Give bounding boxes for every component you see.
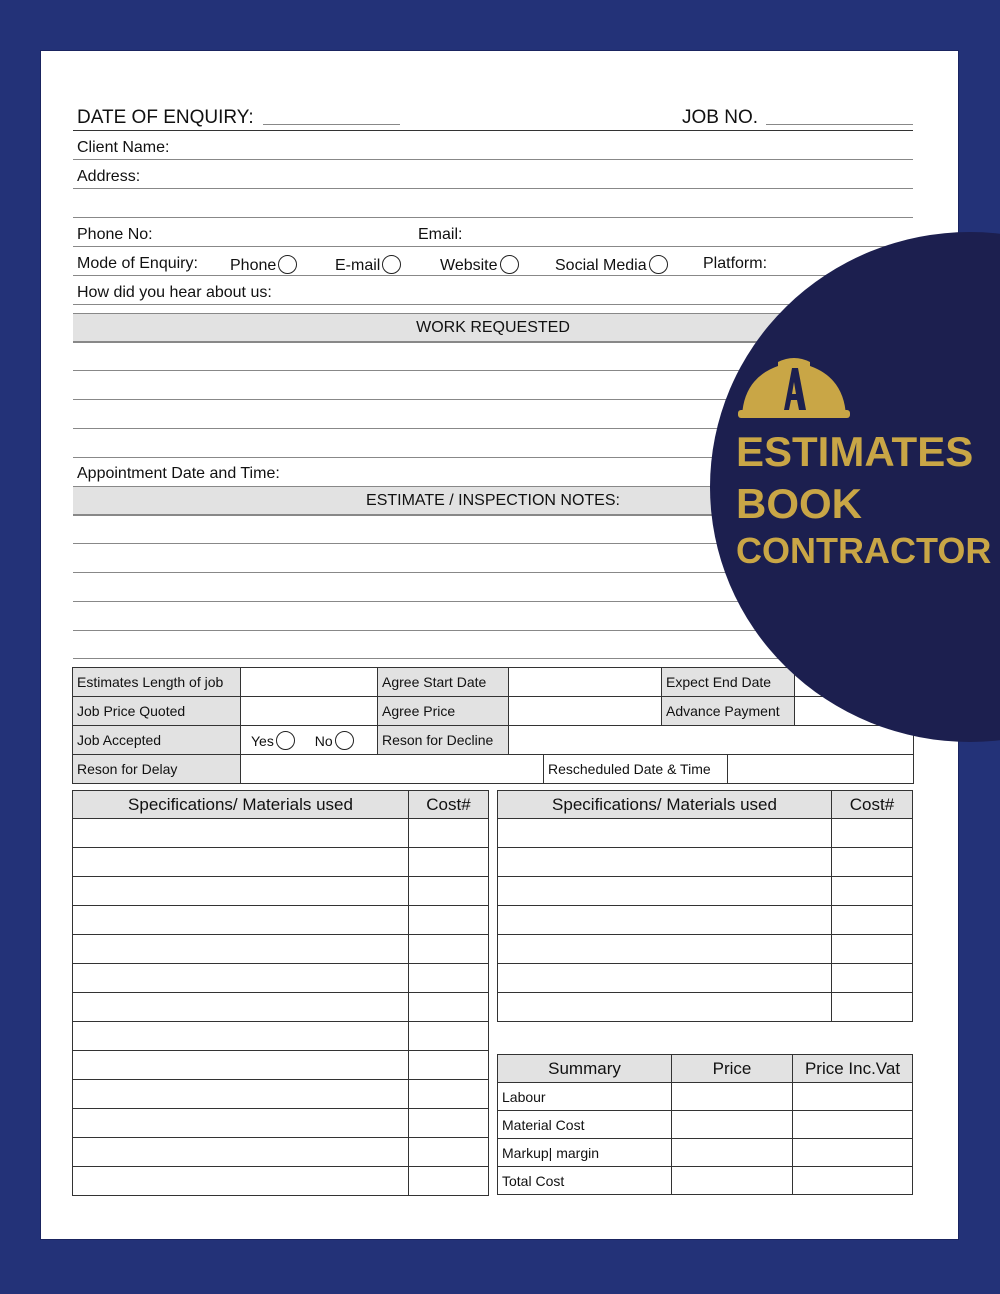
- mode-line: [73, 275, 913, 276]
- mode-social-label: Social Media: [555, 257, 647, 274]
- email-radio[interactable]: [382, 255, 401, 274]
- spec-header: Specifications/ Materials used: [498, 791, 832, 819]
- header-rule: [73, 130, 913, 131]
- yes-radio[interactable]: [276, 731, 295, 750]
- table-row[interactable]: [73, 935, 489, 964]
- how-heard-label: How did you hear about us:: [77, 284, 272, 301]
- badge-title-estimates: ESTIMATES: [736, 428, 974, 475]
- table-row[interactable]: [73, 848, 489, 877]
- summary-row-label: Labour: [498, 1083, 672, 1111]
- table-row[interactable]: [73, 877, 489, 906]
- mode-option-email[interactable]: [335, 255, 401, 275]
- client-name-label: Client Name:: [77, 139, 170, 156]
- summary-table: [497, 1054, 913, 1195]
- no-label: No: [314, 732, 333, 749]
- table-row[interactable]: [498, 1111, 913, 1139]
- client-name-line[interactable]: [73, 159, 913, 160]
- table-row[interactable]: [73, 1138, 489, 1167]
- spec-header: Specifications/ Materials used: [73, 791, 409, 819]
- agree-price-field[interactable]: [509, 697, 662, 726]
- agree-price-label: Agree Price: [378, 697, 509, 726]
- mode-email-label: E-mail: [335, 257, 381, 274]
- address-label: Address:: [77, 168, 141, 185]
- no-radio[interactable]: [335, 731, 354, 750]
- mode-option-website[interactable]: [440, 255, 519, 275]
- date-of-enquiry-line[interactable]: [263, 124, 400, 125]
- inspection-notes-header: ESTIMATE / INSPECTION NOTES:: [73, 486, 913, 516]
- job-details-grid: [72, 667, 914, 755]
- summary-row-label: Material Cost: [498, 1111, 672, 1139]
- delay-reason-label: Reson for Delay: [73, 755, 241, 784]
- table-row[interactable]: [73, 964, 489, 993]
- summary-row-label: Total Cost: [498, 1167, 672, 1195]
- delay-row: [72, 754, 914, 784]
- spec-table-left: [72, 790, 489, 1196]
- table-row[interactable]: [498, 877, 913, 906]
- website-radio[interactable]: [500, 255, 519, 274]
- agree-start-label: Agree Start Date: [378, 668, 509, 697]
- decline-reason-label: Reson for Decline: [378, 726, 509, 755]
- table-row[interactable]: [73, 906, 489, 935]
- price-header: Price: [672, 1055, 793, 1083]
- job-price-label: Job Price Quoted: [73, 697, 241, 726]
- advance-payment-label: Advance Payment: [662, 697, 795, 726]
- table-row[interactable]: [73, 1109, 489, 1138]
- rescheduled-field[interactable]: [728, 755, 914, 784]
- mode-website-label: Website: [440, 257, 498, 274]
- job-price-field[interactable]: [241, 697, 378, 726]
- badge-title-contractor: CONTRACTOR: [736, 530, 992, 571]
- address-line-1[interactable]: [73, 188, 913, 189]
- badge-title-book: BOOK: [736, 480, 862, 527]
- agree-start-field[interactable]: [509, 668, 662, 697]
- job-accepted-options: [241, 726, 378, 755]
- table-row[interactable]: [73, 819, 489, 848]
- table-row[interactable]: [73, 993, 489, 1022]
- cost-header: Cost#: [832, 791, 913, 819]
- job-no-label: JOB NO.: [682, 107, 759, 128]
- table-row[interactable]: [498, 935, 913, 964]
- platform-label: Platform:: [703, 255, 768, 272]
- appointment-label: Appointment Date and Time:: [77, 465, 280, 482]
- mode-phone-label: Phone: [230, 257, 277, 274]
- table-row[interactable]: [498, 848, 913, 877]
- table-row[interactable]: [498, 1139, 913, 1167]
- table-row[interactable]: [73, 1051, 489, 1080]
- job-accepted-label: Job Accepted: [73, 726, 241, 755]
- est-length-label: Estimates Length of job: [73, 668, 241, 697]
- price-vat-header: Price Inc.Vat: [793, 1055, 913, 1083]
- social-media-radio[interactable]: [649, 255, 668, 274]
- spec-table-right: [497, 790, 913, 1022]
- mode-option-phone[interactable]: [230, 255, 297, 275]
- email-label: Email:: [418, 226, 463, 243]
- date-of-enquiry-label: DATE OF ENQUIRY:: [77, 107, 254, 128]
- rescheduled-label: Rescheduled Date & Time: [544, 755, 728, 784]
- table-row[interactable]: [73, 1080, 489, 1109]
- hard-hat-logo-icon: [738, 352, 850, 422]
- expect-end-label: Expect End Date: [662, 668, 795, 697]
- summary-header: Summary: [498, 1055, 672, 1083]
- yes-label: Yes: [251, 732, 274, 749]
- work-requested-header: WORK REQUESTED: [73, 313, 913, 343]
- job-no-line[interactable]: [766, 124, 913, 125]
- table-row[interactable]: [498, 993, 913, 1022]
- table-row[interactable]: [73, 1022, 489, 1051]
- mode-option-social[interactable]: [555, 255, 668, 275]
- table-row[interactable]: [498, 1083, 913, 1111]
- phone-radio[interactable]: [278, 255, 297, 274]
- est-length-field[interactable]: [241, 668, 378, 697]
- cost-header: Cost#: [409, 791, 489, 819]
- phone-no-label: Phone No:: [77, 226, 153, 243]
- summary-row-label: Markup| margin: [498, 1139, 672, 1167]
- table-row[interactable]: [498, 1167, 913, 1195]
- delay-reason-field[interactable]: [241, 755, 544, 784]
- mode-of-enquiry-label: Mode of Enquiry:: [77, 255, 198, 272]
- table-row[interactable]: [498, 964, 913, 993]
- table-row[interactable]: [498, 906, 913, 935]
- table-row[interactable]: [73, 1167, 489, 1196]
- decline-reason-field[interactable]: [509, 726, 914, 755]
- table-row[interactable]: [498, 819, 913, 848]
- address-line-2[interactable]: [73, 217, 913, 218]
- phone-line[interactable]: [73, 246, 913, 247]
